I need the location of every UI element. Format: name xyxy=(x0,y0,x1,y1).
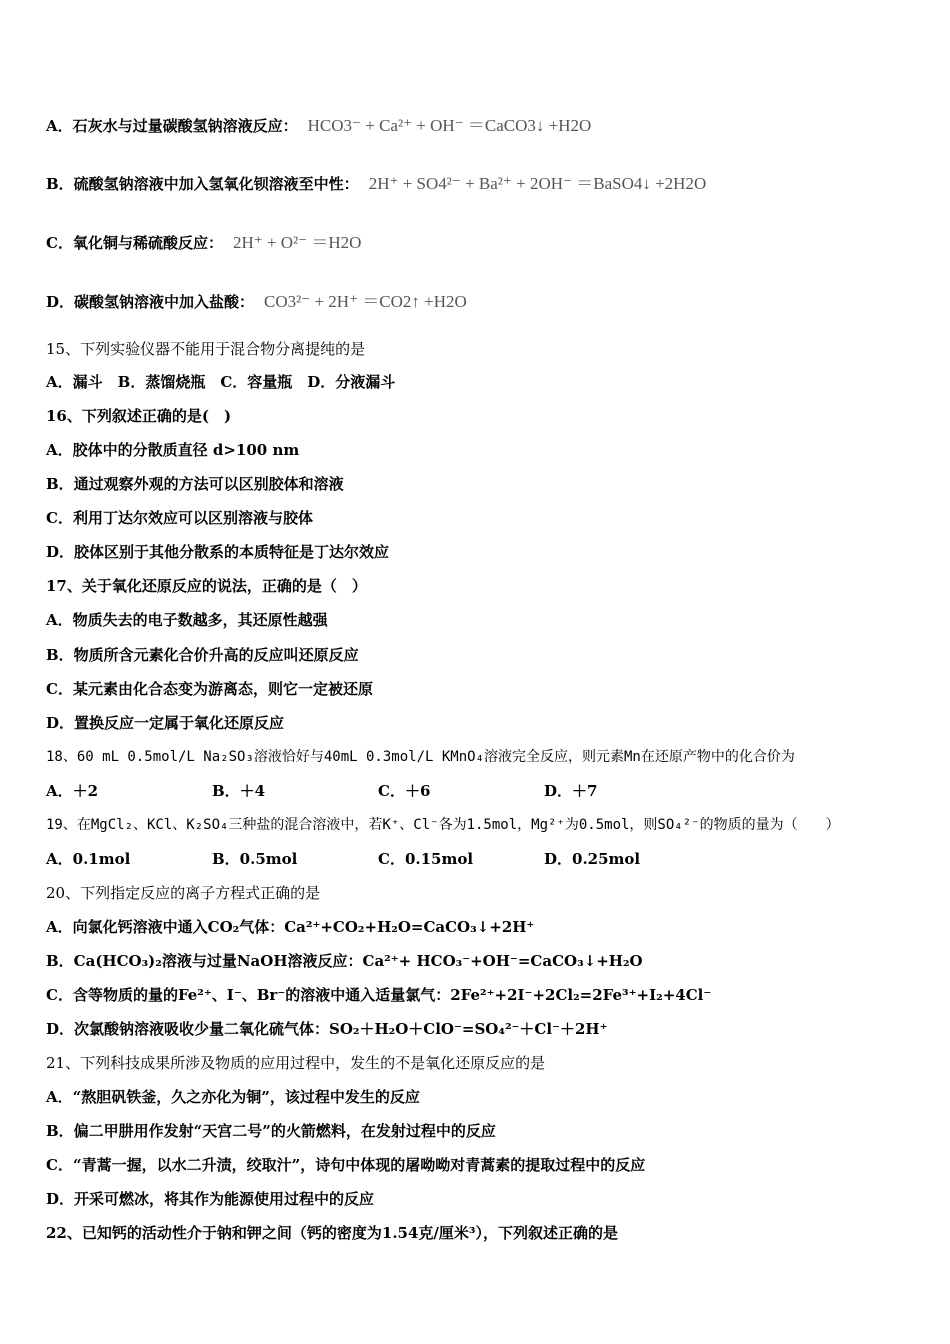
q14-option-a xyxy=(46,116,591,136)
q19-option-c: C．0.15mol xyxy=(378,850,474,868)
q16-option-a: A．胶体中的分散质直径 d>100 nm xyxy=(46,441,300,459)
q14-option-b-formula: 2H⁺ + SO4²⁻ + Ba²⁺ + 2OH⁻ ＝BaSO4↓ +2H2O xyxy=(368,174,707,193)
q18-option-d: D．＋7 xyxy=(544,782,598,800)
q19-option-a: A．0.1mol xyxy=(46,850,131,868)
q18-option-a: A．＋2 xyxy=(46,782,99,800)
q17-option-b: B．物质所含元素化合价升高的反应叫还原反应 xyxy=(46,646,359,664)
q18-option-c: C．＋6 xyxy=(378,782,431,800)
q14-option-a-label: A．石灰水与过量碳酸氢钠溶液反应： xyxy=(46,117,298,135)
q14-option-b xyxy=(46,174,706,194)
q20-option-b: B．Ca(HCO₃)₂溶液与过量NaOH溶液反应：Ca²⁺+ HCO₃⁻+OH⁻=CaCO₃↓+H₂O xyxy=(46,952,643,970)
q18-stem: 18、60 mL 0.5mol/L Na₂SO₃溶液恰好与40mL 0.3mol/L KMnO₄溶液完全反应，则元素Mn在还原产物中的化合价为 xyxy=(46,749,795,765)
q20-option-c: C．含等物质的量的Fe²⁺、I⁻、Br⁻的溶液中通入适量氯气：2Fe²⁺+2I⁻+2Cl₂=2Fe³⁺+I₂+4Cl⁻ xyxy=(46,986,712,1004)
q17-option-a: A．物质失去的电子数越多，其还原性越强 xyxy=(46,611,328,629)
q14-option-b-label: B．硫酸氢钠溶液中加入氢氧化钡溶液至中性： xyxy=(46,175,359,193)
q16-stem: 16、下列叙述正确的是( ) xyxy=(46,407,232,425)
q14-option-d-formula: CO3²⁻ + 2H⁺ ＝CO2↑ +H2O xyxy=(264,292,467,311)
q21-option-b: B．偏二甲肼用作发射“天宫二号”的火箭燃料，在发射过程中的反应 xyxy=(46,1122,496,1140)
q18-option-b: B．＋4 xyxy=(212,782,266,800)
q15-options: A．漏斗 B．蒸馏烧瓶 C．容量瓶 D．分液漏斗 xyxy=(46,373,396,391)
q14-option-c xyxy=(46,233,361,253)
q19-options xyxy=(46,849,640,869)
q17-option-d: D．置换反应一定属于氧化还原反应 xyxy=(46,714,285,732)
q21-option-d: D．开采可燃冰，将其作为能源使用过程中的反应 xyxy=(46,1190,375,1208)
q19-option-d: D．0.25mol xyxy=(544,850,641,868)
q18-options xyxy=(46,781,597,801)
q16-option-b: B．通过观察外观的方法可以区别胶体和溶液 xyxy=(46,475,344,493)
q20-option-d: D．次氯酸钠溶液吸收少量二氧化硫气体：SO₂＋H₂O＋ClO⁻=SO₄²⁻＋Cl⁻＋2H⁺ xyxy=(46,1020,608,1038)
q14-option-d-label: D．碳酸氢钠溶液中加入盐酸： xyxy=(46,293,255,311)
q22-stem: 22、已知钙的活动性介于钠和钾之间（钙的密度为1.54克/厘米³），下列叙述正确的是 xyxy=(46,1224,618,1242)
q14-option-d xyxy=(46,292,467,312)
q14-option-c-label: C．氧化铜与稀硫酸反应： xyxy=(46,234,223,252)
q17-stem: 17、关于氧化还原反应的说法，正确的是（ ） xyxy=(46,577,367,595)
q15-stem: 15、下列实验仪器不能用于混合物分离提纯的是 xyxy=(46,340,366,358)
q14-option-a-formula: HCO3⁻ + Ca²⁺ + OH⁻ ＝CaCO3↓ +H2O xyxy=(307,116,592,135)
q16-option-c: C．利用丁达尔效应可以区别溶液与胶体 xyxy=(46,509,313,527)
q20-stem: 20、下列指定反应的离子方程式正确的是 xyxy=(46,884,321,902)
q21-option-a: A．“熬胆矾铁釜，久之亦化为铜”，该过程中发生的反应 xyxy=(46,1088,420,1106)
q19-option-b: B．0.5mol xyxy=(212,850,298,868)
q20-option-a: A．向氯化钙溶液中通入CO₂气体：Ca²⁺+CO₂+H₂O=CaCO₃↓+2H⁺ xyxy=(46,918,535,936)
q17-option-c: C．某元素由化合态变为游离态，则它一定被还原 xyxy=(46,680,373,698)
q14-option-c-formula: 2H⁺ + O²⁻ ＝H2O xyxy=(232,233,362,252)
q21-stem: 21、下列科技成果所涉及物质的应用过程中，发生的不是氧化还原反应的是 xyxy=(46,1054,546,1072)
q19-stem: 19、在MgCl₂、KCl、K₂SO₄三种盐的混合溶液中，若K⁺、Cl⁻各为1.5mol，Mg²⁺为0.5mol，则SO₄²⁻的物质的量为（ ） xyxy=(46,817,840,833)
q21-option-c: C．“青蒿一握，以水二升渍，绞取汁”，诗句中体现的屠呦呦对青蒿素的提取过程中的反应 xyxy=(46,1156,646,1174)
q16-option-d: D．胶体区别于其他分散系的本质特征是丁达尔效应 xyxy=(46,543,390,561)
